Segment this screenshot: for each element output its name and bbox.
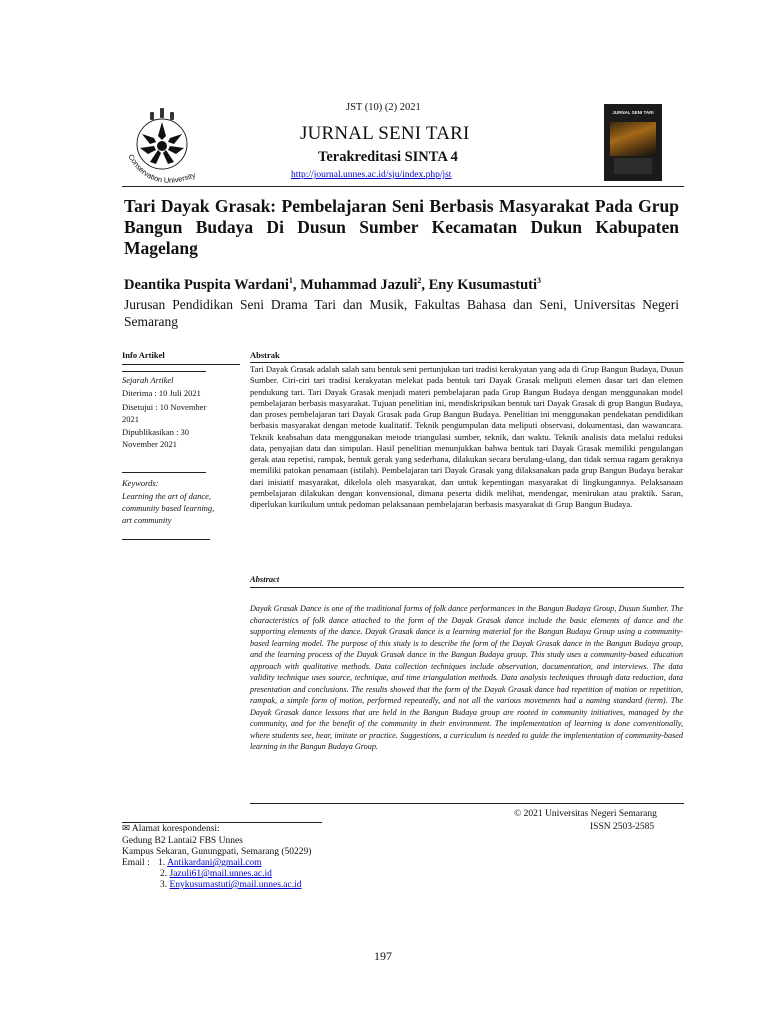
journal-cover <box>604 104 662 181</box>
published-date: Dipublikasikan : 30 <box>122 427 190 437</box>
cover-title: JURNAL SENI TARI <box>612 110 654 115</box>
journal-url-link[interactable]: http://journal.unnes.ac.id/sju/index.php/jst <box>291 170 452 180</box>
info-short-divider <box>122 371 206 372</box>
university-logo <box>120 104 204 194</box>
abstract-divider <box>250 587 684 588</box>
author-sep: , <box>421 276 429 293</box>
correspondence-label-text: Alamat korespondensi: <box>131 824 220 834</box>
address-line: Kampus Sekaran, Gunungpati, Semarang (50229) <box>122 847 312 857</box>
abstrak-text: Tari Dayak Grasak adalah salah satu bentuk seni pertunjukan tari tradisi kerakyatan yang ada di Grup Bangun Budaya, Dusun Sumber. Ciri-ciri tari tradisi kerakyatan melekat pada bentuk tari Dayak Grasak meliputi elemen dasar tari dan elemen pendukung tari. Tari Dayak Grasak menjadi materi pembelajaran pada Grup Bangun Budaya dengan menggunakan model pembelajaran berbasis masyarakat. Tujuan penelitian ini, mendiskripsikan bentuk tari Dayak Grasak di grup Bangun Budaya, dan proses pembelajaran tari Dayak Grasak pada Grup Bangun Budaya. Penelitian ini menggunakan pendekatan pendidikan berbasis masyarakat dengan metode kualitatif. Teknik pengumpulan data meliputi observasi, dokumentasi, dan wawancara. Teknik keabsahan data menggunakan metode triangulasi sumber, teknik, dan waktu. Teknik analisis data melalui reduksi data, penyajian data dan simpulan. Hasil penelitian menunjukkan bahwa bentuk tari Dayak Grasak memiliki pengulangan gerak atau repetisi, rampak, bentuk gerak yang sederhana, dilakukan secara berulang-ulang, dan tidak semua ragam geraknya memiliki patokan penamaan (istilah). Pembelajaran tari Dayak Grasak yang dilaksanakan pada grup Bangun Budaya berakar dari inisiatif masyarakat, dikelola oleh masyarakat, dan untuk kepentingan masyarakat di lingkungannya. Pelaksanaan pembelajaran dilakukan dengan konvensional, dimana peserta didik melihat, mendengar, menirukan atau praktik. Saran, diperlukan kurikulum untuk pedoman pelaksanaan pembelajaran berbasis masyarakat di Grup Bangun Budaya. <box>250 364 683 509</box>
email-number: 2. <box>160 869 168 879</box>
accreditation: Terakreditasi SINTA 4 <box>318 149 458 165</box>
keyword-item: Learning the art of dance, <box>122 491 212 501</box>
history-label: Sejarah Artikel <box>122 375 174 385</box>
author-sup: 1 <box>288 276 293 285</box>
address-line: Gedung B2 Lantai2 FBS Unnes <box>122 836 243 846</box>
keyword-item: community based learning, <box>122 503 215 513</box>
received-date: Diterima : 10 Juli 2021 <box>122 388 201 398</box>
author-sep: , <box>292 276 301 293</box>
author-affiliation: Jurusan Pendidikan Seni Drama Tari dan Musik, Fakultas Bahasa dan Seni, Universitas Negeri Semarang <box>124 297 679 329</box>
abstract-heading: Abstract <box>250 574 280 584</box>
abstrak-divider <box>250 362 684 363</box>
keyword-item: art community <box>122 515 172 525</box>
mail-icon: ✉ <box>122 824 130 834</box>
author-sup: 3 <box>537 276 542 285</box>
email-row <box>160 880 301 891</box>
journal-name: JURNAL SENI TARI <box>300 123 470 144</box>
author-name: Eny Kusumastuti <box>428 276 538 293</box>
correspondence-divider <box>122 822 322 823</box>
header-divider <box>122 186 684 187</box>
email-link[interactable]: Jazuli61@mail.unnes.ac.id <box>169 869 272 879</box>
email-number: 1. <box>158 858 166 868</box>
author-list <box>124 276 541 294</box>
approved-date: Disetujui : 10 November <box>122 402 207 412</box>
correspondence-label <box>122 824 220 835</box>
abstract-text: Dayak Grasak Dance is one of the traditional forms of folk dance performances in the Bangun Budaya Group, Dusun Sumber. The characteristics of folk dance attached to the form of the Dayak Grasak dance include the basic elements of dance and the supporting elements of the dance. Dayak Grasak dance is a learning material for the Bangun Budaya Group using a community-based learning model. The purpose of this study is to describe the form of the Dayak Grasak dance in the Bangun Budaya group, and the learning process of the Dayak Grasak dance in the Bangun Budaya group. This study uses a community-based education approach with qualitative methods. Data collection techniques include observation, documentation, and interviews. The data validity technique uses source, technique, and time triangulation methods. Data analysis techniques through data reduction, data presentation and conclusions. The results showed that the form of the Dayak Grasak dance had repetition of motion or repetition, rampak, a simple form of motion, performed repeatedly, and not all the various movements had a naming standard (term). The Dayak Grasak dance lessons that are held in the Bangun Budaya group are rooted in community initiatives, managed by the community, and for the benefit of the community in their environment. The implementation of learning is done conventionally, where students see, hear, imitate or practice. Suggestions, a curriculum is needed to guide the implementation of community-based learning in the Bangun Budaya Group. <box>250 604 683 751</box>
email-row <box>122 858 262 869</box>
issn: ISSN 2503-2585 <box>590 822 655 832</box>
email-link[interactable]: Antikardani@gmail.com <box>167 858 262 868</box>
author-sup: 2 <box>417 276 422 285</box>
keywords-divider <box>122 472 206 473</box>
author-name: Muhammad Jazuli <box>300 276 418 293</box>
cover-photo <box>610 122 656 156</box>
email-link[interactable]: Enykusumastuti@mail.unnes.ac.id <box>169 880 302 890</box>
info-heading: Info Artikel <box>122 350 165 360</box>
published-date-month: November 2021 <box>122 439 178 449</box>
abstrak-heading: Abstrak <box>250 350 280 360</box>
journal-issue: JST (10) (2) 2021 <box>346 102 421 113</box>
email-row <box>160 869 272 880</box>
author-name: Deantika Puspita Wardani <box>124 276 289 293</box>
abstract-end-divider <box>250 803 684 804</box>
keywords-label: Keywords: <box>122 478 159 488</box>
approved-date-year: 2021 <box>122 414 139 424</box>
logo-text: Conservation University <box>126 152 197 185</box>
email-number: 3. <box>160 880 168 890</box>
copyright: © 2021 Universitas Negeri Semarang <box>514 809 657 819</box>
cover-photo-lower <box>614 158 652 174</box>
article-title: Tari Dayak Grasak: Pembelajaran Seni Berbasis Masyarakat Pada Grup Bangun Budaya Di Dusun Sumber Kecamatan Dukun Kabupaten Magelang <box>124 196 679 258</box>
keywords-end-divider <box>122 539 210 540</box>
info-divider <box>122 364 240 365</box>
page-number: 197 <box>374 949 392 963</box>
email-label: Email : <box>122 858 150 868</box>
